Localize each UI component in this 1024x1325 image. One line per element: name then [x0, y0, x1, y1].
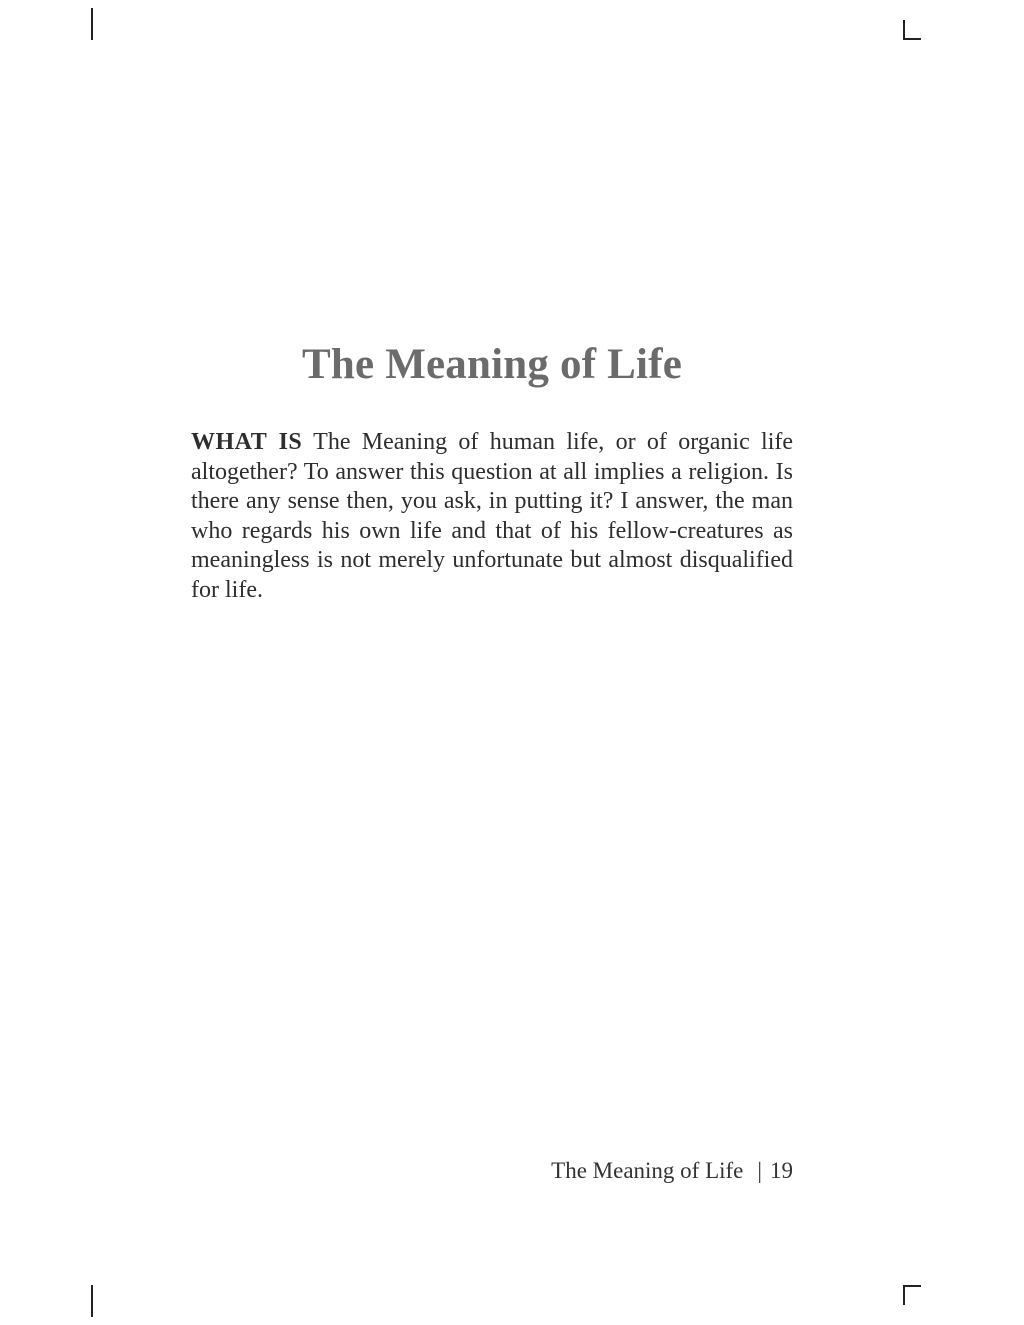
crop-mark-top-left	[91, 8, 93, 40]
crop-mark-top-right-horizontal	[903, 38, 921, 40]
page-footer	[551, 1158, 793, 1184]
page-number: 19	[770, 1158, 793, 1183]
running-title: The Meaning of Life	[551, 1158, 744, 1183]
lead-in-text: WHAT IS	[191, 429, 303, 455]
crop-mark-bottom-right-vertical	[903, 1285, 905, 1305]
crop-mark-bottom-left	[91, 1285, 93, 1317]
body-paragraph	[191, 428, 793, 605]
crop-mark-bottom-right-horizontal	[903, 1285, 921, 1287]
crop-mark-top-right-vertical	[903, 20, 905, 40]
chapter-title: The Meaning of Life	[301, 341, 683, 388]
paragraph-text: The Meaning of human life, or of organic life altogether? To answer this question at all implies a religion. Is there any sense then, you ask, in putting it? I answer, the man who regards his own life and that of his fellow-creatures as meaningless is not merely unfortunate but almost disqualified for life.	[191, 429, 794, 603]
footer-separator: |	[757, 1158, 762, 1183]
